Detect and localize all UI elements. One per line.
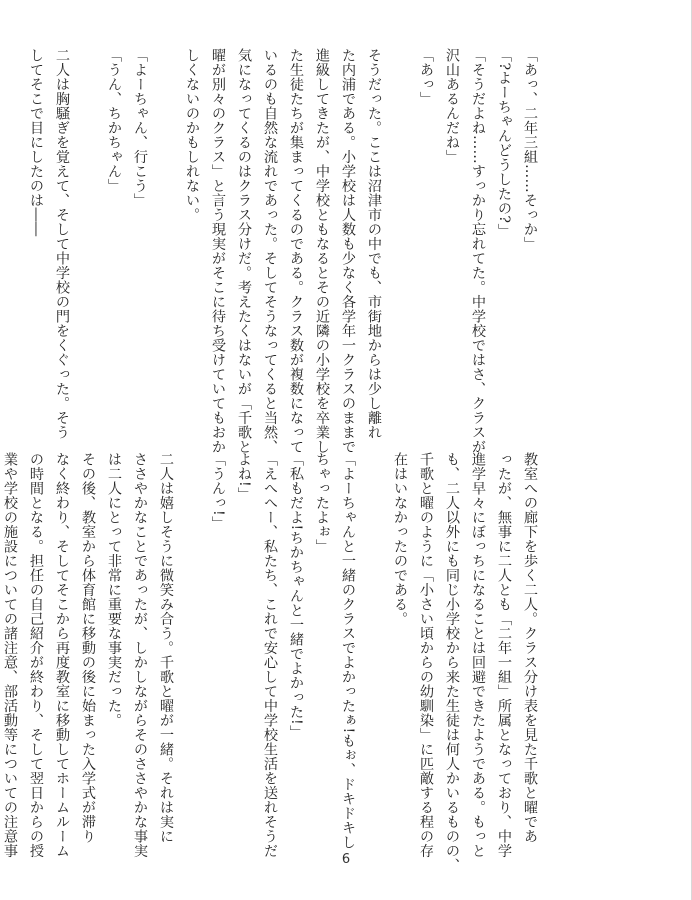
text-line: 二人は胸騒ぎを覚えて、そして中学校の門をくぐった。そう <box>54 48 70 440</box>
blank-line <box>75 48 101 428</box>
text-line: 進学早々にぼっちになることは回避できたようである。もっと <box>470 452 486 858</box>
text-line: 二人は嬉しそうに微笑み合う。千歌と曜が一緒。それは実に <box>158 452 174 844</box>
blank-line <box>153 48 179 428</box>
text-line: 業や学校の施設についての諸注意、部活動等についての注意事 <box>2 452 18 858</box>
text-line: 沢山あるんだね」 <box>444 48 460 164</box>
text-line: 「よーちゃんと一緒のクラスでよかったぁ!もぉ、ドキドキし <box>340 452 356 850</box>
text-line: も、二人以外にも同じ小学校から来た生徒は何人かいるものの、 <box>444 452 460 873</box>
text-line: 教室への廊下を歩く二人。クラス分け表を見た千歌と曜であ <box>522 452 538 844</box>
lower-text-block <box>0 452 543 873</box>
text-line: 在はいなかったのである。 <box>392 452 408 626</box>
text-line: は二人にとって非常に重要な事実だった。 <box>106 452 122 728</box>
text-line: 「うん、ちかちゃん」 <box>106 48 122 193</box>
text-line: ささやかなことであったが、しかしながらそのささやかな事実 <box>132 452 148 858</box>
blank-line <box>387 48 413 428</box>
text-line: 「あっ、二年三組……そっか」 <box>522 48 538 251</box>
text-line: そうだった。ここは沼津市の中でも、市街地からは少し離れ <box>366 48 382 440</box>
text-line: いるのも自然な流れであった。そしてそうなってくると当然、 <box>262 48 278 454</box>
text-line: なく終わり、そしてそこから再度教室に移動してホームルーム <box>54 452 70 858</box>
blank-line <box>179 452 205 842</box>
text-line: の時間となる。担任の自己紹介が終わり、そして翌日からの授 <box>28 452 44 858</box>
text-line: よね!」 <box>236 452 252 502</box>
text-line: 「えへへー、私たち、これで安心して中学校生活を送れそうだ <box>262 452 278 858</box>
blank-line <box>361 452 387 842</box>
page-number: 6 <box>341 852 351 867</box>
text-line: その後、教室から体育館に移動の後に始まった入学式が滞り <box>80 452 96 844</box>
text-line: 「あっ」 <box>418 48 434 106</box>
text-line: 進級してきたが、中学校ともなるとその近隣の小学校を卒業し <box>314 48 330 454</box>
text-line: 「そうだよね……すっかり忘れてた。中学校ではさ、クラスが <box>470 48 486 454</box>
upper-text-block <box>0 48 543 454</box>
text-line: 千歌と曜のように「小さい頃からの幼馴染」に匹敵する程の存 <box>418 452 434 858</box>
text-line: 「よーちゃん、行こう」 <box>132 48 148 208</box>
text-line: しくないのかもしれない。 <box>184 48 200 222</box>
text-line: 「私もだよ!ちかちゃんと一緒でよかった!」 <box>288 452 304 740</box>
text-line: 「?よーちゃんどうしたの?」 <box>496 48 512 238</box>
text-line: 曜が別々のクラス」と言う現実がそこに待ち受けていてもおか <box>210 48 226 454</box>
text-line: 気になってくるのはクラス分けだ。考えたくはないが「千歌と <box>236 48 252 454</box>
text-line: ちゃったよぉ」 <box>314 452 330 554</box>
text-line: た生徒たちが集まってくるのである。クラス数が複数になって <box>288 48 304 454</box>
blank-line <box>0 48 23 428</box>
text-line: ったが、無事に二人とも「二年一組」所属となっており、中学 <box>496 452 512 858</box>
text-line: た内浦である。小学校は人数も少なく各学年一クラスのままで <box>340 48 356 454</box>
text-line: してそこで目にしたのは―― <box>28 48 44 237</box>
text-line: 「うんっ!」 <box>210 452 226 531</box>
